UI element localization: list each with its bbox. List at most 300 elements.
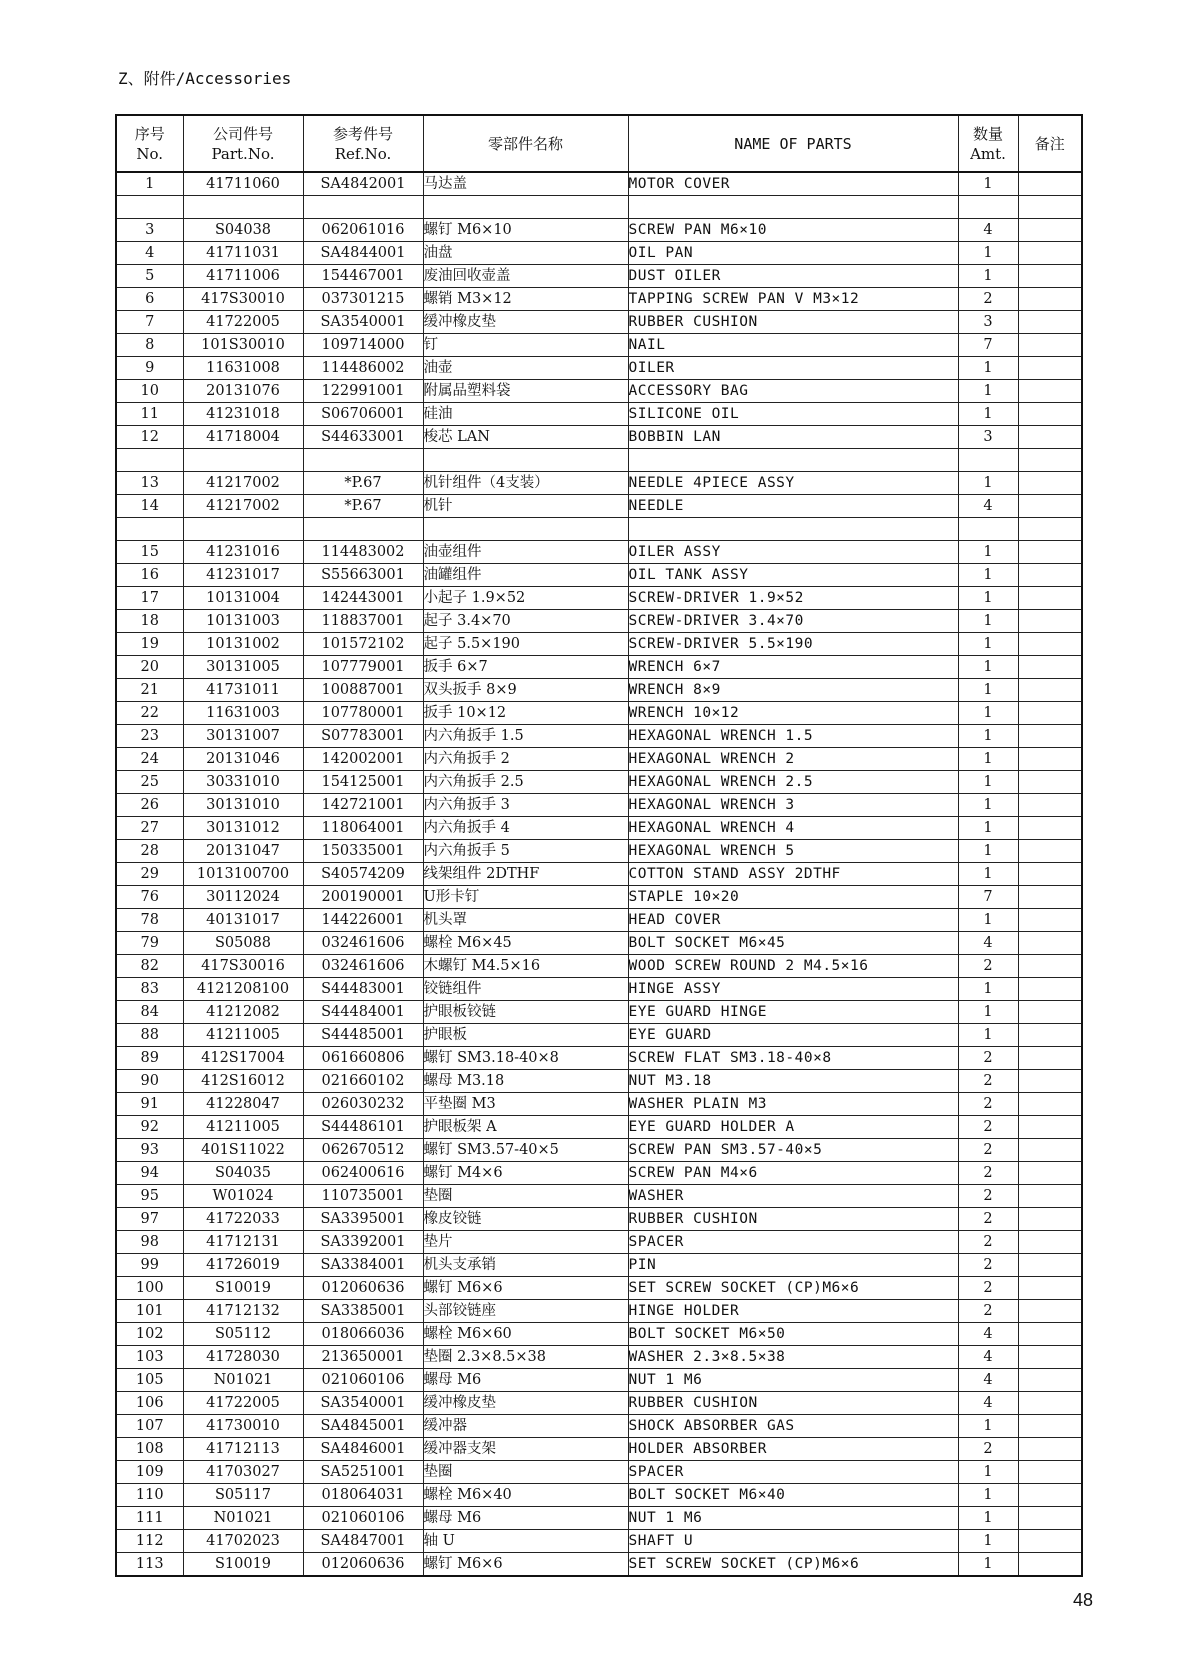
cell-no: 89 — [116, 1047, 183, 1070]
cell-ref-no: 100887001 — [303, 679, 423, 702]
cell-ref-no: 142443001 — [303, 587, 423, 610]
cell-en-name: BOBBIN LAN — [628, 426, 958, 449]
page-number: 48 — [1073, 1590, 1094, 1610]
cell-cn-name: 垫圈 — [423, 1185, 628, 1208]
cell-no: 92 — [116, 1116, 183, 1139]
table-row — [116, 357, 1082, 380]
table-row — [116, 1277, 1082, 1300]
cell-remark — [1018, 1231, 1082, 1254]
cell-no: 83 — [116, 978, 183, 1001]
cell-remark — [1018, 242, 1082, 265]
cell-amount: 2 — [958, 1277, 1018, 1300]
cell-part-no — [183, 518, 303, 541]
cell-no: 12 — [116, 426, 183, 449]
cell-part-no: S05117 — [183, 1484, 303, 1507]
cell-en-name: SCREW-DRIVER 3.4×70 — [628, 610, 958, 633]
table-row — [116, 817, 1082, 840]
cell-cn-name: 螺钉 M6×10 — [423, 219, 628, 242]
cell-ref-no: 154125001 — [303, 771, 423, 794]
cell-en-name: STAPLE 10×20 — [628, 886, 958, 909]
cell-no: 93 — [116, 1139, 183, 1162]
cell-part-no: 30131010 — [183, 794, 303, 817]
cell-ref-no: 021660102 — [303, 1070, 423, 1093]
cell-ref-no: 107780001 — [303, 702, 423, 725]
cell-ref-no: 062670512 — [303, 1139, 423, 1162]
cell-en-name: HEXAGONAL WRENCH 5 — [628, 840, 958, 863]
cell-ref-no: SA4845001 — [303, 1415, 423, 1438]
cell-no: 94 — [116, 1162, 183, 1185]
cell-ref-no: 118064001 — [303, 817, 423, 840]
cell-remark — [1018, 633, 1082, 656]
cell-remark — [1018, 518, 1082, 541]
cell-ref-no: S44633001 — [303, 426, 423, 449]
cell-part-no: 41228047 — [183, 1093, 303, 1116]
cell-ref-no: 101572102 — [303, 633, 423, 656]
cell-cn-name: 内六角扳手 1.5 — [423, 725, 628, 748]
cell-en-name: ACCESSORY BAG — [628, 380, 958, 403]
cell-remark — [1018, 357, 1082, 380]
cell-amount: 1 — [958, 909, 1018, 932]
cell-remark — [1018, 932, 1082, 955]
cell-ref-no: SA4844001 — [303, 242, 423, 265]
cell-part-no: 41711060 — [183, 172, 303, 196]
cell-no: 99 — [116, 1254, 183, 1277]
cell-ref-no: 142002001 — [303, 748, 423, 771]
cell-no: 20 — [116, 656, 183, 679]
table-row — [116, 564, 1082, 587]
cell-cn-name: 硅油 — [423, 403, 628, 426]
cell-en-name: OILER — [628, 357, 958, 380]
cell-cn-name: 油罐组件 — [423, 564, 628, 587]
table-row — [116, 1116, 1082, 1139]
cell-no: 76 — [116, 886, 183, 909]
cell-ref-no: SA4846001 — [303, 1438, 423, 1461]
table-row — [116, 380, 1082, 403]
cell-remark — [1018, 1530, 1082, 1553]
cell-en-name: SPACER — [628, 1461, 958, 1484]
header-ref-no — [303, 115, 423, 172]
table-body — [116, 172, 1082, 1576]
cell-remark — [1018, 656, 1082, 679]
header-ref-no-sublabel: Ref.No. — [334, 144, 392, 163]
cell-remark — [1018, 817, 1082, 840]
cell-remark — [1018, 1300, 1082, 1323]
cell-amount: 1 — [958, 587, 1018, 610]
cell-no: 1 — [116, 172, 183, 196]
cell-no: 28 — [116, 840, 183, 863]
cell-ref-no: S55663001 — [303, 564, 423, 587]
cell-en-name: WASHER — [628, 1185, 958, 1208]
cell-ref-no: SA3540001 — [303, 1392, 423, 1415]
cell-ref-no — [303, 449, 423, 472]
cell-part-no: 41211005 — [183, 1116, 303, 1139]
cell-ref-no: 122991001 — [303, 380, 423, 403]
cell-remark — [1018, 886, 1082, 909]
cell-part-no: 41711006 — [183, 265, 303, 288]
cell-ref-no: S44483001 — [303, 978, 423, 1001]
cell-part-no: 401S11022 — [183, 1139, 303, 1162]
cell-en-name: SET SCREW SOCKET (CP)M6×6 — [628, 1553, 958, 1577]
cell-amount: 1 — [958, 472, 1018, 495]
cell-part-no — [183, 196, 303, 219]
cell-amount: 4 — [958, 1323, 1018, 1346]
cell-no: 108 — [116, 1438, 183, 1461]
cell-amount: 1 — [958, 1001, 1018, 1024]
cell-ref-no: 144226001 — [303, 909, 423, 932]
cell-no: 101 — [116, 1300, 183, 1323]
cell-part-no: 10131003 — [183, 610, 303, 633]
cell-no: 11 — [116, 403, 183, 426]
cell-cn-name — [423, 518, 628, 541]
table-row — [116, 1093, 1082, 1116]
cell-no: 82 — [116, 955, 183, 978]
table-row — [116, 1001, 1082, 1024]
cell-en-name: RUBBER CUSHION — [628, 1392, 958, 1415]
cell-en-name — [628, 196, 958, 219]
table-row — [116, 1208, 1082, 1231]
table-row — [116, 1507, 1082, 1530]
cell-cn-name: 缓冲橡皮垫 — [423, 311, 628, 334]
cell-part-no: 41726019 — [183, 1254, 303, 1277]
cell-part-no: 30331010 — [183, 771, 303, 794]
cell-cn-name: 内六角扳手 2 — [423, 748, 628, 771]
table-row — [116, 702, 1082, 725]
cell-cn-name: 双头扳手 8×9 — [423, 679, 628, 702]
cell-part-no: 41722005 — [183, 1392, 303, 1415]
cell-cn-name: 头部铰链座 — [423, 1300, 628, 1323]
cell-no: 17 — [116, 587, 183, 610]
table-row — [116, 1484, 1082, 1507]
cell-part-no: 41722005 — [183, 311, 303, 334]
page-title: Z、附件/Accessories — [118, 69, 292, 88]
cell-cn-name: 内六角扳手 5 — [423, 840, 628, 863]
cell-no: 109 — [116, 1461, 183, 1484]
cell-cn-name: 内六角扳手 2.5 — [423, 771, 628, 794]
cell-cn-name: 梭芯 LAN — [423, 426, 628, 449]
cell-part-no: S10019 — [183, 1277, 303, 1300]
cell-remark — [1018, 334, 1082, 357]
cell-part-no: 41731011 — [183, 679, 303, 702]
cell-amount: 1 — [958, 978, 1018, 1001]
cell-amount: 1 — [958, 265, 1018, 288]
table-row — [116, 886, 1082, 909]
cell-ref-no: 061660806 — [303, 1047, 423, 1070]
cell-amount: 2 — [958, 1162, 1018, 1185]
cell-part-no: 417S30016 — [183, 955, 303, 978]
cell-amount: 2 — [958, 1116, 1018, 1139]
cell-part-no: 412S17004 — [183, 1047, 303, 1070]
cell-remark — [1018, 725, 1082, 748]
cell-remark — [1018, 955, 1082, 978]
cell-en-name — [628, 449, 958, 472]
cell-part-no: 11631003 — [183, 702, 303, 725]
cell-ref-no: 012060636 — [303, 1277, 423, 1300]
cell-amount: 4 — [958, 932, 1018, 955]
cell-en-name: HEXAGONAL WRENCH 2 — [628, 748, 958, 771]
cell-en-name: EYE GUARD — [628, 1024, 958, 1047]
cell-no: 113 — [116, 1553, 183, 1577]
cell-no: 110 — [116, 1484, 183, 1507]
cell-en-name: NEEDLE — [628, 495, 958, 518]
cell-no: 91 — [116, 1093, 183, 1116]
cell-remark — [1018, 1415, 1082, 1438]
cell-en-name: RUBBER CUSHION — [628, 1208, 958, 1231]
cell-ref-no: 107779001 — [303, 656, 423, 679]
table-row — [116, 1553, 1082, 1577]
table-row — [116, 725, 1082, 748]
cell-amount: 3 — [958, 311, 1018, 334]
cell-remark — [1018, 1277, 1082, 1300]
cell-en-name: HEXAGONAL WRENCH 3 — [628, 794, 958, 817]
cell-ref-no: 026030232 — [303, 1093, 423, 1116]
cell-en-name — [628, 518, 958, 541]
cell-en-name: WRENCH 8×9 — [628, 679, 958, 702]
table-row — [116, 242, 1082, 265]
cell-ref-no: 110735001 — [303, 1185, 423, 1208]
cell-part-no: 41712132 — [183, 1300, 303, 1323]
cell-remark — [1018, 1507, 1082, 1530]
cell-cn-name: 螺栓 M6×60 — [423, 1323, 628, 1346]
table-header — [116, 115, 1082, 172]
cell-part-no: 20131046 — [183, 748, 303, 771]
cell-part-no: S05112 — [183, 1323, 303, 1346]
cell-ref-no: 109714000 — [303, 334, 423, 357]
cell-en-name: BOLT SOCKET M6×50 — [628, 1323, 958, 1346]
cell-remark — [1018, 1116, 1082, 1139]
cell-part-no: 41730010 — [183, 1415, 303, 1438]
cell-part-no: 41231016 — [183, 541, 303, 564]
cell-cn-name: 缓冲橡皮垫 — [423, 1392, 628, 1415]
cell-no: 97 — [116, 1208, 183, 1231]
cell-part-no: 417S30010 — [183, 288, 303, 311]
cell-cn-name: 螺母 M3.18 — [423, 1070, 628, 1093]
cell-part-no — [183, 449, 303, 472]
cell-cn-name: 缓冲器 — [423, 1415, 628, 1438]
cell-amount: 1 — [958, 771, 1018, 794]
cell-cn-name: 垫圈 2.3×8.5×38 — [423, 1346, 628, 1369]
cell-amount: 2 — [958, 1139, 1018, 1162]
cell-amount: 1 — [958, 564, 1018, 587]
cell-no — [116, 196, 183, 219]
table-row — [116, 1392, 1082, 1415]
table-row — [116, 587, 1082, 610]
cell-cn-name: 油壶 — [423, 357, 628, 380]
cell-remark — [1018, 610, 1082, 633]
cell-cn-name: 扳手 10×12 — [423, 702, 628, 725]
header-remark — [1018, 115, 1082, 172]
cell-cn-name: 缓冲器支架 — [423, 1438, 628, 1461]
cell-cn-name: 附属品塑料袋 — [423, 380, 628, 403]
cell-no: 25 — [116, 771, 183, 794]
cell-part-no: 30131007 — [183, 725, 303, 748]
cell-remark — [1018, 1047, 1082, 1070]
cell-cn-name: 机针组件（4支装） — [423, 472, 628, 495]
table-row — [116, 1438, 1082, 1461]
cell-part-no: N01021 — [183, 1507, 303, 1530]
cell-en-name: NUT M3.18 — [628, 1070, 958, 1093]
table-row — [116, 1070, 1082, 1093]
table-row — [116, 955, 1082, 978]
table-row — [116, 518, 1082, 541]
cell-amount — [958, 196, 1018, 219]
cell-no: 107 — [116, 1415, 183, 1438]
table-row — [116, 656, 1082, 679]
cell-en-name: SCREW FLAT SM3.18-40×8 — [628, 1047, 958, 1070]
cell-ref-no: *P.67 — [303, 495, 423, 518]
table-row — [116, 1300, 1082, 1323]
cell-part-no: 41728030 — [183, 1346, 303, 1369]
cell-no: 22 — [116, 702, 183, 725]
cell-ref-no: 062061016 — [303, 219, 423, 242]
cell-no: 29 — [116, 863, 183, 886]
cell-en-name: WRENCH 10×12 — [628, 702, 958, 725]
cell-remark — [1018, 1162, 1082, 1185]
cell-cn-name: U形卡钉 — [423, 886, 628, 909]
cell-cn-name: 钉 — [423, 334, 628, 357]
cell-en-name: MOTOR COVER — [628, 172, 958, 196]
cell-remark — [1018, 219, 1082, 242]
cell-en-name: SCREW PAN M4×6 — [628, 1162, 958, 1185]
cell-no: 3 — [116, 219, 183, 242]
cell-ref-no — [303, 196, 423, 219]
cell-ref-no — [303, 518, 423, 541]
header-ref-no-label: 参考件号 — [332, 124, 393, 143]
table-row — [116, 426, 1082, 449]
header-no-sublabel: No. — [136, 144, 164, 163]
cell-en-name: PIN — [628, 1254, 958, 1277]
cell-amount — [958, 449, 1018, 472]
cell-ref-no: 150335001 — [303, 840, 423, 863]
cell-en-name: WRENCH 6×7 — [628, 656, 958, 679]
cell-remark — [1018, 1323, 1082, 1346]
cell-ref-no: S44486101 — [303, 1116, 423, 1139]
cell-part-no: 41703027 — [183, 1461, 303, 1484]
cell-part-no: 11631008 — [183, 357, 303, 380]
cell-ref-no: 154467001 — [303, 265, 423, 288]
cell-remark — [1018, 426, 1082, 449]
table-row — [116, 863, 1082, 886]
table-row — [116, 840, 1082, 863]
cell-cn-name: 橡皮铰链 — [423, 1208, 628, 1231]
table-row — [116, 172, 1082, 196]
cell-en-name: WASHER PLAIN M3 — [628, 1093, 958, 1116]
cell-part-no: 20131047 — [183, 840, 303, 863]
cell-en-name: OILER ASSY — [628, 541, 958, 564]
table-row — [116, 1231, 1082, 1254]
cell-cn-name: 轴 U — [423, 1530, 628, 1553]
cell-remark — [1018, 1208, 1082, 1231]
cell-ref-no: SA5251001 — [303, 1461, 423, 1484]
cell-amount: 1 — [958, 840, 1018, 863]
cell-ref-no: S06706001 — [303, 403, 423, 426]
cell-ref-no: SA3384001 — [303, 1254, 423, 1277]
cell-no: 78 — [116, 909, 183, 932]
cell-amount: 2 — [958, 1093, 1018, 1116]
header-cn-name-label: 零部件名称 — [487, 134, 563, 153]
header-amount-label: 数量 — [972, 124, 1003, 143]
cell-no: 112 — [116, 1530, 183, 1553]
cell-part-no: 41231017 — [183, 564, 303, 587]
cell-ref-no: S40574209 — [303, 863, 423, 886]
cell-cn-name: 螺栓 M6×40 — [423, 1484, 628, 1507]
cell-amount: 1 — [958, 1024, 1018, 1047]
cell-no: 15 — [116, 541, 183, 564]
cell-part-no: 41212082 — [183, 1001, 303, 1024]
cell-cn-name: 螺母 M6 — [423, 1507, 628, 1530]
cell-remark — [1018, 1070, 1082, 1093]
cell-no: 102 — [116, 1323, 183, 1346]
table-row — [116, 633, 1082, 656]
cell-ref-no: *P.67 — [303, 472, 423, 495]
cell-amount: 1 — [958, 748, 1018, 771]
cell-ref-no: 021060106 — [303, 1507, 423, 1530]
cell-amount: 2 — [958, 1254, 1018, 1277]
cell-cn-name: 铰链组件 — [423, 978, 628, 1001]
cell-amount: 1 — [958, 1530, 1018, 1553]
cell-en-name: BOLT SOCKET M6×40 — [628, 1484, 958, 1507]
table-row — [116, 196, 1082, 219]
header-no — [116, 115, 183, 172]
cell-en-name: TAPPING SCREW PAN V M3×12 — [628, 288, 958, 311]
cell-remark — [1018, 1484, 1082, 1507]
cell-part-no: 41718004 — [183, 426, 303, 449]
cell-no: 98 — [116, 1231, 183, 1254]
cell-ref-no: SA3392001 — [303, 1231, 423, 1254]
table-row — [116, 1461, 1082, 1484]
cell-remark — [1018, 748, 1082, 771]
cell-cn-name: 油壶组件 — [423, 541, 628, 564]
table-row — [116, 1254, 1082, 1277]
cell-no: 88 — [116, 1024, 183, 1047]
cell-no: 23 — [116, 725, 183, 748]
cell-en-name: WASHER 2.3×8.5×38 — [628, 1346, 958, 1369]
cell-en-name: NUT 1 M6 — [628, 1507, 958, 1530]
cell-remark — [1018, 380, 1082, 403]
cell-en-name: NAIL — [628, 334, 958, 357]
cell-part-no: 30131012 — [183, 817, 303, 840]
cell-ref-no: 213650001 — [303, 1346, 423, 1369]
cell-amount: 1 — [958, 702, 1018, 725]
cell-amount: 2 — [958, 1438, 1018, 1461]
cell-remark — [1018, 1093, 1082, 1116]
cell-en-name: SET SCREW SOCKET (CP)M6×6 — [628, 1277, 958, 1300]
table-row — [116, 748, 1082, 771]
cell-no: 6 — [116, 288, 183, 311]
cell-en-name: WOOD SCREW ROUND 2 M4.5×16 — [628, 955, 958, 978]
cell-remark — [1018, 863, 1082, 886]
cell-no: 9 — [116, 357, 183, 380]
cell-ref-no: S07783001 — [303, 725, 423, 748]
cell-amount: 1 — [958, 679, 1018, 702]
cell-no: 5 — [116, 265, 183, 288]
header-amount-sublabel: Amt. — [970, 144, 1006, 163]
cell-part-no: 41722033 — [183, 1208, 303, 1231]
cell-amount: 1 — [958, 725, 1018, 748]
cell-no: 19 — [116, 633, 183, 656]
cell-amount: 1 — [958, 172, 1018, 196]
cell-cn-name: 油盘 — [423, 242, 628, 265]
cell-cn-name — [423, 449, 628, 472]
cell-part-no: 41712131 — [183, 1231, 303, 1254]
cell-amount: 3 — [958, 426, 1018, 449]
cell-ref-no: 018064031 — [303, 1484, 423, 1507]
table-row — [116, 495, 1082, 518]
cell-amount: 2 — [958, 1070, 1018, 1093]
cell-ref-no: 062400616 — [303, 1162, 423, 1185]
table-row — [116, 1139, 1082, 1162]
cell-no: 18 — [116, 610, 183, 633]
table-row — [116, 1415, 1082, 1438]
